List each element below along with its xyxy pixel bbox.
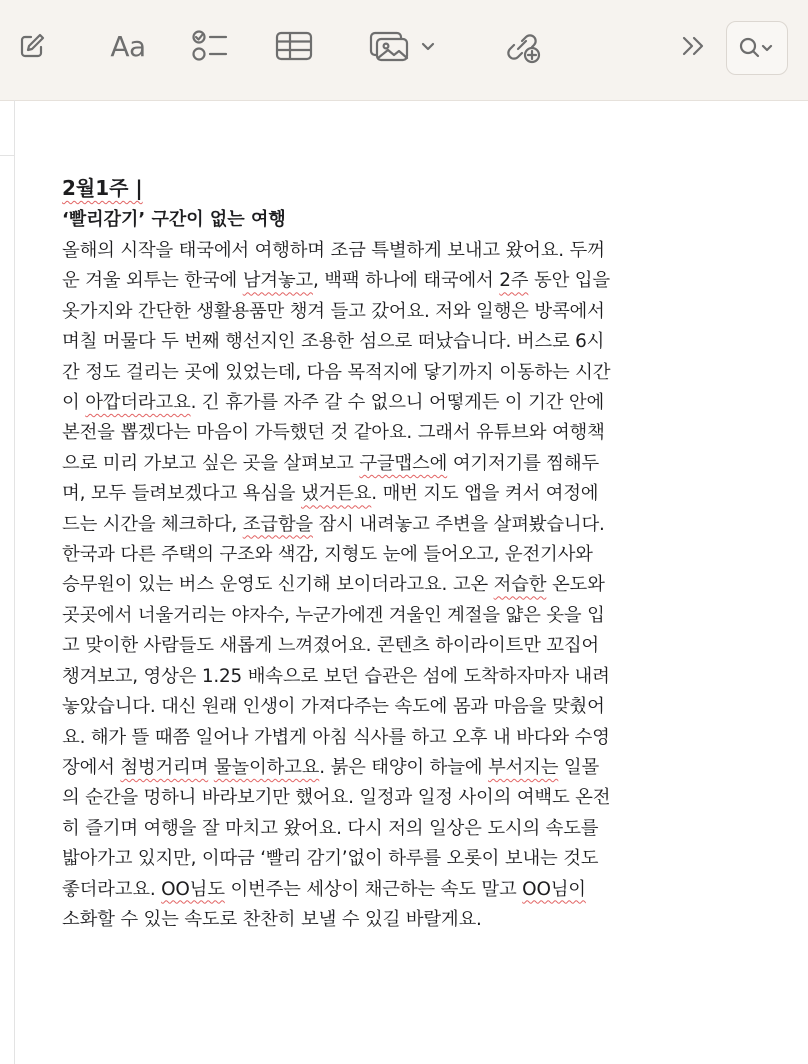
- spellcheck-word: 구글맵스에: [359, 452, 448, 474]
- table-icon: [274, 29, 314, 63]
- note-text: 고 맞이한 사람들도 새롭게 느껴졌어요. 콘텐츠 하이라이트만 꼬집어: [62, 635, 599, 657]
- note-line: [62, 875, 774, 905]
- note-line: [62, 510, 774, 540]
- note-text: 온도와: [546, 574, 605, 596]
- note-line: [62, 297, 774, 327]
- spellcheck-word: 남겨놓고: [242, 270, 313, 292]
- note-text: 놓았습니다. 대신 원래 인생이 가져다주는 속도에 몸과 마음을 맞췄어: [62, 696, 605, 718]
- note-title-text: 2월1주 |: [62, 176, 143, 200]
- note-text: . 매번 지도 앱을 켜서 여정에: [371, 483, 599, 505]
- search-icon: [737, 35, 777, 61]
- spellcheck-word: OO님도: [161, 878, 225, 900]
- media-button[interactable]: [360, 24, 444, 68]
- note-line: [62, 662, 774, 692]
- note-line: [62, 905, 774, 935]
- collaborate-icon: [501, 26, 543, 66]
- note-text: 간 정도 걸리는 곳에 있었는데, 다음 목적지에 닿기까지 이동하는 시간: [62, 361, 611, 383]
- spellcheck-word: 냈거든요: [301, 483, 372, 505]
- note-text: 챙겨보고, 영상은 1.25 배속으로 보던 습관은 섬에 도착하자마자 내려: [62, 665, 610, 687]
- spellcheck-word: 물놀이하고요: [213, 756, 320, 778]
- note-line: [62, 479, 774, 509]
- checklist-icon: [190, 28, 230, 64]
- note-title[interactable]: [62, 172, 774, 204]
- note-body[interactable]: [62, 236, 774, 935]
- note-text: 올해의 시작을 태국에서 여행하며 조금 특별하게 보내고 왔어요. 두꺼: [62, 240, 605, 261]
- text-format-button[interactable]: [100, 24, 156, 68]
- note-text: 옷가지와 간단한 생활용품만 챙겨 들고 갔어요. 저와 일행은 방콕에서: [62, 300, 605, 322]
- note-line: [62, 570, 774, 600]
- note-line: [62, 236, 774, 266]
- more-button[interactable]: [672, 24, 716, 68]
- media-icon: [368, 28, 414, 64]
- note-text: 장에서: [62, 756, 121, 778]
- note-line: [62, 358, 774, 388]
- note-line: [62, 540, 774, 570]
- sidebar-row-divider: [0, 155, 14, 156]
- more-chevrons-icon: [679, 34, 709, 58]
- search-button[interactable]: [726, 21, 788, 75]
- note-text: 의 순간을 멍하니 바라보기만 했어요. 일정과 일정 사이의 여백도 온전: [62, 787, 611, 809]
- note-text: 본전을 뽑겠다는 마음이 가득했던 것 같아요. 그래서 유튜브와 여행책: [62, 422, 605, 444]
- spellcheck-word: 첨벙거리며: [120, 756, 209, 778]
- note-text: 요. 해가 뜰 때쯤 일어나 가볍게 아침 식사를 하고 오후 내 바다와 수영: [62, 726, 610, 748]
- note-line: [62, 601, 774, 631]
- note-editor[interactable]: [62, 172, 774, 935]
- checklist-button[interactable]: [186, 24, 234, 68]
- note-line: [62, 388, 774, 418]
- note-line: [62, 266, 774, 296]
- text-format-icon: Aa: [110, 29, 146, 63]
- spellcheck-word: OO님이: [522, 878, 586, 900]
- compose-button[interactable]: [10, 24, 54, 68]
- note-toolbar: [0, 0, 808, 101]
- note-text: . 붉은 태양이 하늘에: [319, 756, 488, 778]
- note-text: 이번주는 세상이 채근하는 속도 말고: [224, 878, 523, 900]
- note-text: 좋더라고요.: [62, 878, 162, 900]
- compose-icon: [16, 30, 48, 62]
- note-text: 밟아가고 있지만, 이따금 ‘빨리 감기’없이 하루를 오롯이 보내는 것도: [62, 848, 599, 870]
- note-text: 소화할 수 있는 속도로 찬찬히 보낼 수 있길 바랄게요.: [62, 908, 482, 930]
- note-text: 잠시 내려놓고 주변을 살펴봤습니다.: [312, 513, 605, 535]
- note-line: [62, 418, 774, 448]
- note-line: [62, 753, 774, 783]
- note-text: 일몰: [558, 756, 600, 778]
- note-line: [62, 844, 774, 874]
- note-text: 운 겨울 외투는 한국에: [62, 270, 243, 292]
- spellcheck-word: 아깝더라고요: [85, 392, 191, 414]
- note-text: 며, 모두 들려보겠다고 욕심을: [62, 483, 302, 505]
- note-text: 히 즐기며 여행을 잘 마치고 왔어요. 다시 저의 일상은 도시의 속도를: [62, 817, 599, 839]
- note-text: 동안 입을: [528, 270, 610, 292]
- table-button[interactable]: [270, 24, 318, 68]
- note-text: , 백팩 하나에 태국에서: [312, 270, 500, 292]
- note-line: [62, 723, 774, 753]
- note-text: 으로 미리 가보고 싶은 곳을 살펴보고: [62, 452, 360, 474]
- note-line: [62, 814, 774, 844]
- sidebar-divider: [14, 100, 15, 1064]
- note-line: [62, 783, 774, 813]
- chevron-down-icon: [420, 38, 436, 54]
- note-text: 한국과 다른 주택의 구조와 색감, 지형도 눈에 들어오고, 운전기사와: [62, 544, 593, 566]
- note-line: [62, 449, 774, 479]
- note-text: 승무원이 있는 버스 운영도 신기해 보이더라고요. 고온: [62, 574, 494, 596]
- note-text: 이: [62, 392, 86, 414]
- note-text: 곳곳에서 너울거리는 야자수, 누군가에겐 겨울인 계절을 얇은 옷을 입: [62, 604, 605, 626]
- note-text: . 긴 휴가를 자주 갈 수 없으니 어떻게든 이 기간 안에: [190, 392, 605, 414]
- note-line: [62, 692, 774, 722]
- note-text: 며칠 머물다 두 번째 행선지인 조용한 섬으로 떠났습니다. 버스로 6시: [62, 331, 605, 353]
- note-line: [62, 327, 774, 357]
- spellcheck-word: 조급함을: [242, 513, 313, 535]
- spellcheck-word: 부서지는: [488, 756, 559, 778]
- note-subtitle[interactable]: ‘빨리감기’ 구간이 없는 여행: [62, 209, 286, 230]
- collaborate-button[interactable]: [498, 24, 546, 68]
- note-text: 여기저기를 찜해두: [447, 452, 600, 474]
- note-line: [62, 631, 774, 661]
- spellcheck-word: 저습한: [493, 574, 547, 596]
- note-text: 드는 시간을 체크하다,: [62, 513, 243, 535]
- spellcheck-word: 2주: [499, 270, 529, 292]
